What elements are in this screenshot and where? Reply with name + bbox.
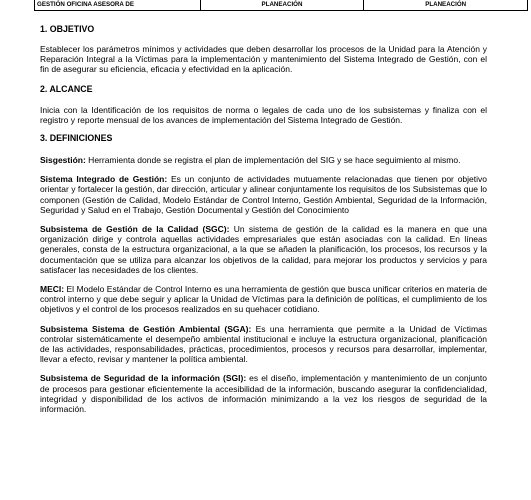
definition-paragraph (40, 284, 487, 315)
header-cell-area: PLANEACIÓN (200, 0, 364, 10)
definition-text: El Modelo Estándar de Control Interno es una herramienta de gestión que busca unificar criterios en materia de control interno y que debe seguir y aplicar la Unidad de Víctimas para la definición de políticas, el cumplimiento de los objetivos y el control de los procesos realizados en su quehacer cotidiano. (40, 284, 487, 315)
alcance-text: Inicia con la Identificación de los requisitos de norma o legales de cada uno de los subsistemas y finaliza con el registro y reporte mensual de los avances de implementación del Sistema Integrado de Gestión. (40, 104, 487, 125)
document-body (40, 24, 487, 414)
definition-text: Es una herramienta que permite a la Unidad de Víctimas controlar sistemáticamente el desempeño ambiental institucional e incluye la estructura organizacional, planificación de las actividades, responsabilidades, prácticas, procedimientos, procesos y recursos para desarrollar, implementar, llevar a efecto, revisar y mantener la política ambiental. (40, 323, 488, 365)
definition-text: es el diseño, implementación y mantenimiento de un conjunto de procesos para gestionar eficientemente la accesibilidad de la información, buscando asegurar la confidencialidad, integridad y disponibilidad de los activos de información minimizando a la vez los riesgos de seguridad de la información. (40, 373, 487, 415)
definition-term: Subsistema de Gestión de la Calidad (SGC): (40, 224, 230, 235)
definition-text: Un sistema de gestión de la calidad es la manera en que una organización dirige y controla aquellas actividades empresariales que están asociadas con la calidad. En líneas generales, consta de la estructura organizacional, a la que se añaden la planificación, los procesos, los recursos y la documentación que se utiliza para alcanzar los objetivos de la calidad, para mejorar los productos y servicios y para satisfacer las necesidades de los clientes. (40, 224, 488, 275)
definition-term: Subsistema Sistema de Gestión Ambiental (SGA): (40, 323, 252, 334)
definition-paragraph (40, 174, 487, 215)
definition-text: Herramienta donde se registra el plan de implementación del SIG y se hace seguimiento al mismo. (85, 155, 461, 166)
definition-paragraph (40, 324, 487, 365)
definition-paragraph (40, 373, 487, 414)
section-heading-alcance: 2. ALCANCE (40, 83, 93, 94)
definition-term: Sisgestión: (40, 155, 86, 166)
header-cell-area-2: PLANEACIÓN (363, 0, 527, 10)
header-cell-process: GESTIÓN OFICINA ASESORA DE (37, 1, 134, 8)
definition-term: Sistema Integrado de Gestión: (40, 174, 168, 185)
objetivo-text: Establecer los parámetros mínimos y actividades que deben desarrollar los procesos de la Unidad para la Atención y Reparación Integral a la Víctimas para la implementación y mantenimiento del Sistema Integrado de Gestión, con el fin de asegurar su eficiencia, eficacia y efectividad en la aplicación. (40, 44, 487, 75)
definition-text: Es un conjunto de actividades mutuamente relacionadas que tienen por objetivo orientar y fortalecer la gestión, dar dirección, articular y alinear conjuntamente los requisitos de los Subsistemas que lo componen (Gestión de Calidad, Modelo Estándar de Control Interno, Gestión Ambiental, Seguridad de la Información, Seguridad y Salud en el Trabajo, Gestión Documental y Gestión del Conocimiento (40, 174, 487, 215)
definition-term: Subsistema de Seguridad de la información (SGI): (40, 373, 247, 384)
definition-paragraph (40, 155, 487, 165)
header-table (34, 0, 528, 11)
definition-term: MECI: (40, 284, 65, 295)
definition-paragraph (40, 224, 487, 275)
section-heading-objetivo: 1. OBJETIVO (40, 24, 95, 34)
section-heading-definiciones: 3. DEFINICIONES (40, 133, 113, 144)
